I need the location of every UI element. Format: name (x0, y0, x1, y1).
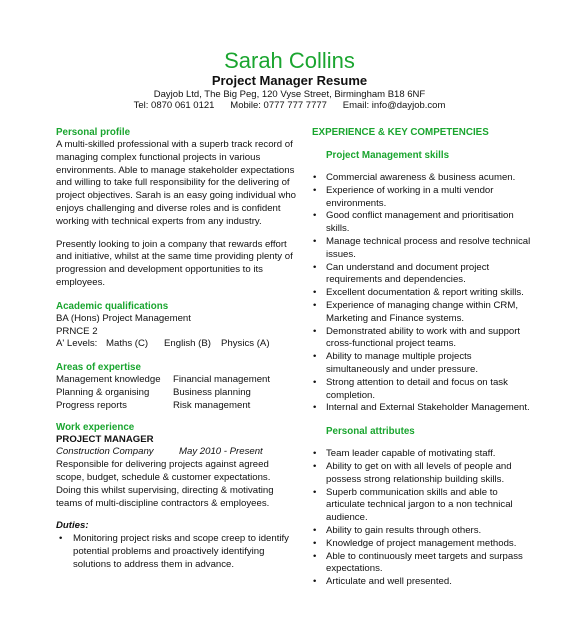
expertise-item: Planning & organising (56, 386, 150, 398)
company-name: Construction Company (56, 446, 154, 458)
bullet-icon: • (313, 325, 317, 337)
alevels-label: A' Levels: (56, 338, 98, 350)
address-line: Dayjob Ltd, The Big Peg, 120 Vyse Street, Birmingham B18 6NF (153, 89, 426, 100)
bullet-icon: • (313, 235, 317, 247)
list-item: • Strong attention to detail and focus on task completion. (313, 376, 508, 401)
job-dates: May 2010 - Present (179, 446, 263, 458)
expertise-item: Risk management (173, 399, 251, 411)
expertise-item: Business planning (173, 386, 251, 398)
left-column (56, 126, 296, 572)
duties-list (56, 533, 296, 571)
pm-skills-heading: Project Management skills (326, 150, 450, 161)
bullet-icon: • (313, 210, 317, 222)
list-item: • Commercial awareness & business acumen. (313, 172, 516, 183)
list-item: • Ability to manage multiple projects simultaneously and under pressure. (313, 351, 478, 375)
academic-degree: BA (Hons) Project Management (56, 312, 191, 324)
expertise-heading: Areas of expertise (56, 362, 141, 374)
profile-paragraph-2: Presently looking to join a company that rewards effort and initiative, whilst at the same time providing plenty of progression and development opportunities to its employees. (56, 238, 293, 288)
bullet-icon: • (313, 172, 317, 183)
expertise-row (56, 374, 296, 387)
list-item: • Team leader capable of motivating staff. (313, 448, 496, 460)
expertise-item: Financial management (173, 374, 271, 386)
bullet-icon: • (313, 376, 317, 388)
job-line (56, 446, 296, 459)
right-column (312, 126, 537, 589)
alevel-item: Physics (A) (221, 338, 270, 350)
list-item: • Articulate and well presented. (313, 576, 452, 588)
expertise-row (56, 387, 296, 400)
list-item: • Monitoring project risks and scope creep to identify potential problems and proactively identifying solutions to address them in advance. (59, 533, 289, 570)
bullet-icon: • (313, 299, 317, 311)
list-item: • Demonstrated ability to work with and support cross-functional project teams. (313, 325, 521, 350)
alevels-row (56, 338, 296, 351)
bullet-icon: • (313, 550, 317, 562)
list-item: • Ability to get on with all levels of people and possess strong relationship building skills. (313, 460, 512, 485)
list-item: • Experience of managing change within CRM, Marketing and Finance systems. (313, 299, 518, 324)
job-description: Responsible for delivering projects against agreed scope, budget, schedule & customer expectations. Doing this whilst supervising, directing & motivating teams of multi-discipline contractors & employees. (56, 459, 274, 509)
expertise-item: Progress reports (56, 399, 127, 411)
bullet-icon: • (313, 460, 317, 472)
candidate-name: Sarah Collins (224, 48, 355, 73)
bullet-icon: • (313, 184, 317, 196)
pm-skills-list (312, 172, 537, 415)
bullet-icon: • (313, 402, 317, 414)
attributes-heading: Personal attributes (326, 426, 415, 438)
list-item: • Experience of working in a multi vendor environments. (313, 184, 494, 209)
experience-heading: EXPERIENCE & KEY COMPETENCIES (312, 127, 489, 138)
work-heading: Work experience (56, 421, 135, 433)
list-item: • Excellent documentation & report writing skills. (313, 287, 524, 299)
profile-heading: Personal profile (56, 127, 131, 138)
bullet-icon: • (313, 486, 317, 498)
alevel-item: Maths (C) (106, 338, 149, 350)
job-title: PROJECT MANAGER (56, 433, 154, 445)
bullet-icon: • (313, 287, 317, 299)
bullet-icon: • (59, 533, 63, 545)
resume-title: Project Manager Resume (211, 73, 368, 88)
academic-heading: Academic qualifications (56, 300, 169, 312)
list-item: • Ability to gain results through others. (313, 524, 482, 536)
alevel-item: English (B) (164, 338, 211, 350)
attributes-list (312, 448, 537, 589)
contact-line: Tel: 0870 061 0121 Mobile: 0777 777 7777 Email: info@dayjob.com (133, 100, 446, 111)
bullet-icon: • (313, 537, 317, 549)
list-item: • Good conflict management and prioritisation skills. (313, 210, 514, 235)
duties-heading: Duties: (56, 520, 89, 532)
list-item: • Can understand and document project requirements and dependencies. (313, 261, 490, 286)
bullet-icon: • (313, 448, 317, 460)
profile-paragraph-1: A multi-skilled professional with a superb track record of managing complex functional projects in various environments. Able to manage stakeholder expectations and willing to take full responsibility for the delivering of project objectives. Sarah is an easy going individual who enjoys challenging and diverse roles and is confident working with technical experts from any industry. (56, 139, 296, 227)
bullet-icon: • (313, 351, 317, 363)
bullet-icon: • (313, 576, 317, 588)
expertise-item: Management knowledge (56, 374, 161, 386)
bullet-icon: • (313, 524, 317, 536)
list-item: • Internal and External Stakeholder Management. (313, 402, 530, 414)
bullet-icon: • (313, 261, 317, 273)
list-item: • Knowledge of project management methods. (313, 537, 517, 549)
list-item: • Superb communication skills and able to articulate technical jargon to a non technical audience. (313, 486, 513, 524)
expertise-row (56, 400, 296, 413)
academic-cert: PRNCE 2 (56, 325, 98, 337)
list-item: • Able to continuously meet targets and surpass expectations. (313, 550, 523, 575)
list-item: • Manage technical process and resolve technical issues. (313, 235, 531, 260)
